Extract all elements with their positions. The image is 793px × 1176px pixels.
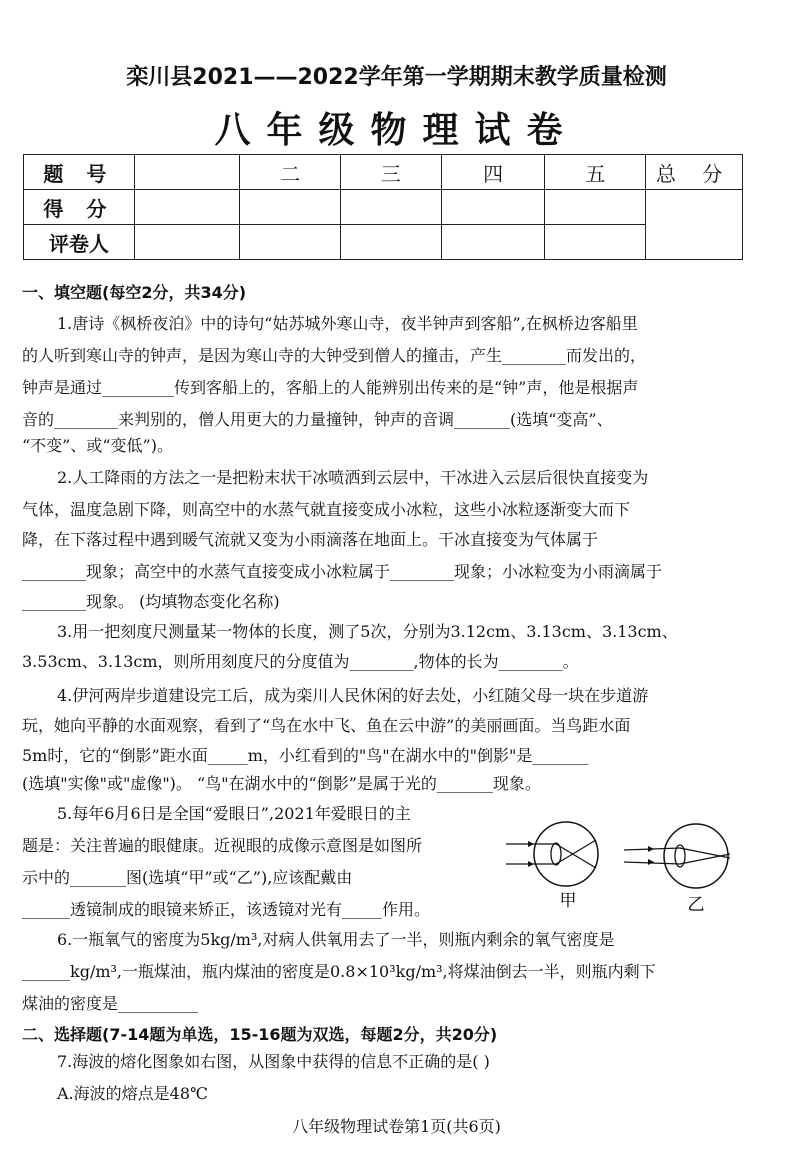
grader-cell: [545, 225, 646, 260]
total-label: 总 分: [646, 155, 743, 190]
grader-cell: [240, 225, 341, 260]
question-line: 降，在下落过程中遇到暖气流就又变为小雨滴落在地面上。干冰直接变为气体属于: [22, 530, 599, 549]
question-line: 1.唐诗《枫桥夜泊》中的诗句“姑苏城外寒山寺，夜半钟声到客船”,在枫桥边客船里: [57, 314, 638, 333]
grader-cell: [341, 225, 442, 260]
score-table: [23, 154, 743, 260]
section-2-title: 二、选择题(7-14题为单选，15-16题为双选，每题2分，共20分): [22, 1025, 498, 1044]
score-cell: [134, 190, 240, 225]
score-cell: [545, 190, 646, 225]
section-1-title: 一、填空题(每空2分，共34分): [22, 283, 247, 302]
score-cell: [341, 190, 442, 225]
score-cell: [441, 190, 545, 225]
col-3: 三: [341, 155, 442, 190]
question-line: 气体，温度急剧下降，则高空中的水蒸气就直接变成小冰粒，这些小冰粒逐渐变大而下: [22, 500, 631, 519]
score-table-header-row: [24, 155, 743, 190]
exam-subtitle: 八年级物理试卷: [214, 109, 579, 151]
grader-row-label: 评卷人: [24, 225, 135, 260]
total-cell: [646, 190, 743, 260]
question-line: 题是：关注普遍的眼健康。近视眼的成像示意图是如图所: [22, 836, 423, 855]
grader-cell: [441, 225, 545, 260]
question-line: 6.一瓶氧气的密度为5kg/m³,对病人供氧用去了一半，则瓶内剩余的氧气密度是: [57, 930, 615, 949]
question-line: 5.每年6月6日是全国“爱眼日”,2021年爱眼日的主: [57, 804, 411, 823]
score-row-label: 得 分: [24, 190, 135, 225]
question-line: 3.53cm、3.13cm，则所用刻度尺的分度值为________,物体的长为________。: [22, 652, 579, 671]
exam-header-title: 栾川县2021——2022学年第一学期期末教学质量检测: [126, 65, 667, 90]
question-line: 2.人工降雨的方法之一是把粉末状干冰喷洒到云层中，干冰进入云层后很快直接变为: [57, 468, 649, 487]
eye-diagram: [500, 818, 740, 918]
question-line: 5m时，它的“倒影”距水面_____m，小红看到的"鸟"在湖水中的"倒影"是_______: [22, 746, 589, 765]
question-line: “不变”、或“变低”)。: [22, 436, 173, 455]
question-line: A.海波的熔点是48℃: [57, 1084, 208, 1103]
score-row: [24, 190, 743, 225]
question-line: 钟声是通过_________传到客船上的，客船上的人能辨别出传来的是“钟”声，他是根据声: [22, 378, 639, 397]
question-line: (选填"实像"或"虚像")。 “鸟"在湖水中的“倒影”是属于光的_______现象。: [22, 774, 541, 793]
eye-a-figure: [506, 822, 598, 886]
question-line: 的人听到寒山寺的钟声，是因为寒山寺的大钟受到僧人的撞击，产生________而发出的，: [22, 346, 647, 365]
grader-row: [24, 225, 743, 260]
col-1: [134, 155, 240, 190]
question-line: 煤油的密度是__________: [22, 994, 199, 1013]
eye-b-figure: [624, 824, 730, 888]
question-line: ______透镜制成的眼镜来矫正，该透镜对光有_____作用。: [22, 900, 431, 919]
page-footer: 八年级物理试卷第1页(共6页): [292, 1117, 501, 1136]
col-2: 二: [240, 155, 341, 190]
score-cell: [240, 190, 341, 225]
label-a: 甲: [559, 891, 577, 911]
grader-cell: [134, 225, 240, 260]
question-line: ______kg/m³,一瓶煤油，瓶内煤油的密度是0.8×10³kg/m³,将煤油倒去一半，则瓶内剩下: [22, 962, 656, 981]
question-line: 4.伊河两岸步道建设完工后，成为栾川人民休闲的好去处，小红随父母一块在步道游: [57, 686, 649, 705]
question-line: 3.用一把刻度尺测量某一物体的长度，测了5次，分别为3.12cm、3.13cm、3.13cm、: [57, 622, 678, 641]
question-line: ________现象；高空中的水蒸气直接变成小冰粒属于________现象；小冰粒变为小雨滴属于: [22, 562, 663, 581]
question-line: 玩，她向平静的水面观察，看到了“鸟在水中飞、鱼在云中游”的美丽画面。当鸟距水面: [22, 716, 631, 735]
question-line: 示中的_______图(选填“甲”或“乙”),应该配戴由: [22, 868, 353, 887]
col-4: 四: [441, 155, 545, 190]
question-line: ________现象。 (均填物态变化名称): [22, 592, 280, 611]
question-line: 7.海波的熔化图象如右图，从图象中获得的信息不正确的是( ): [57, 1052, 490, 1071]
header-label: 题 号: [24, 155, 135, 190]
col-5: 五: [545, 155, 646, 190]
question-line: 音的________来判别的，僧人用更大的力量撞钟，钟声的音调_______(选填“变高”、: [22, 410, 613, 429]
label-b: 乙: [687, 895, 705, 915]
